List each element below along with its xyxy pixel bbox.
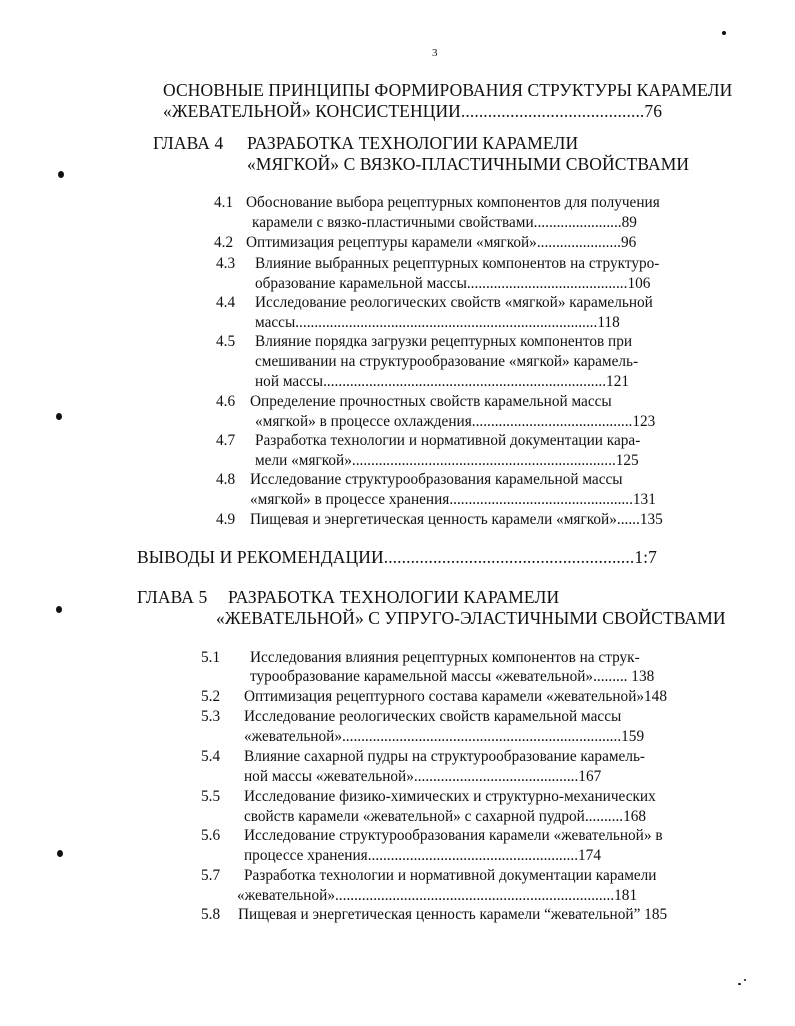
chapter4-title-line2: «МЯГКОЙ» С ВЯЗКО-ПЛАСТИЧНЫМИ СВОЙСТВАМИ [247,154,690,174]
chapter4-label: ГЛАВА 4 [153,133,224,153]
toc-item-line: Исследование структурообразования карамели «жевательной» в [244,827,663,844]
margin-mark [57,850,63,857]
toc-item-number: 4.9 [216,511,236,528]
toc-item-line: Исследования влияния рецептурных компонентов на струк- [250,649,640,666]
toc-item-line: Влияние порядка загрузки рецептурных компонентов при [255,333,633,350]
toc-item-line: смешивании на структурообразование «мягкой» карамель- [255,353,639,370]
toc-item-number: 4.3 [216,255,236,272]
toc-item-line: ной массы..........................................................................121 [255,373,630,390]
toc-item-number: 4.8 [216,471,236,488]
toc-item-line: «мягкой» в процессе охлаждения..........................................123 [255,413,656,430]
toc-item-number: 4.4 [216,294,236,311]
toc-item-line: образование карамельной массы..........................................106 [255,275,651,292]
toc-item-number: 4.7 [216,432,236,449]
toc-item-number: 5.1 [201,649,221,666]
chapter5-title-line1: РАЗРАБОТКА ТЕХНОЛОГИИ КАРАМЕЛИ [228,587,560,607]
margin-mark [56,606,62,613]
toc-item-line: процессе хранения.......................................................174 [244,847,601,864]
toc-item-line: Оптимизация рецептурного состава карамели «жевательной»148 [244,688,667,705]
section-intro-line2: «ЖЕВАТЕЛЬНОЙ» КОНСИСТЕНЦИИ.........................................76 [163,101,663,121]
toc-item-line: Разработка технологии и нормативной документации карамели [244,867,657,884]
toc-item-line: Оптимизация рецептуры карамели «мягкой»......................96 [246,234,637,251]
toc-item-line: Пищевая и энергетическая ценность карамели “жевательной” 185 [238,906,668,923]
chapter5-title-line2: «ЖЕВАТЕЛЬНОЙ» С УПРУГО-ЭЛАСТИЧНЫМИ СВОЙСТВАМИ [216,608,726,628]
conclusions-heading: ВЫВОДЫ И РЕКОМЕНДАЦИИ........................................................1:7 [137,547,657,567]
toc-item-number: 5.4 [201,748,221,765]
toc-item-number: 5.3 [201,708,221,725]
toc-item-line: Исследование реологических свойств «мягкой» карамельной [255,294,653,311]
scan-speck [744,979,746,981]
toc-item-line: Разработка технологии и нормативной документации кара- [255,432,641,449]
toc-item-line: ной массы «жевательной»...........................................167 [244,768,602,785]
toc-item-line: массы...............................................................................118 [255,314,620,331]
toc-item-line: свойств карамели «жевательной» с сахарной пудрой..........168 [244,808,647,825]
toc-item-number: 5.7 [201,867,221,884]
toc-item-line: Исследование физико-химических и структурно-механических [244,788,656,805]
toc-item-line: карамели с вязко-пластичными свойствами.......................89 [252,214,637,231]
toc-item-number: 5.5 [201,788,221,805]
margin-mark [56,413,62,420]
toc-item-line: Исследование структурообразования карамельной массы [250,471,623,488]
toc-item-line: «жевательной».........................................................................159 [244,728,645,745]
scan-speck [738,983,741,985]
toc-item-number: 4.6 [216,393,236,410]
chapter5-label: ГЛАВА 5 [137,587,208,607]
margin-mark [58,171,64,178]
toc-item-number: 5.8 [201,906,221,923]
toc-item-line: Влияние выбранных рецептурных компонентов на структуро- [255,255,660,272]
toc-item-number: 5.2 [201,688,221,705]
toc-item-line: «мягкой» в процессе хранения................................................131 [250,491,656,508]
toc-item-line: Обоснование выбора рецептурных компонентов для получения [246,194,660,211]
toc-item-number: 5.6 [201,827,221,844]
section-intro-line1: ОСНОВНЫЕ ПРИНЦИПЫ ФОРМИРОВАНИЯ СТРУКТУРЫ КАРАМЕЛИ [163,80,733,100]
toc-item-line: Исследование реологических свойств карамельной массы [244,708,622,725]
scan-speck [722,31,726,35]
toc-item-line: «жевательной».........................................................................181 [237,887,638,904]
chapter4-title-line1: РАЗРАБОТКА ТЕХНОЛОГИИ КАРАМЕЛИ [247,133,579,153]
toc-item-line: Влияние сахарной пудры на структурообразование карамель- [244,748,646,765]
toc-item-line: Определение прочностных свойств карамельной массы [250,393,612,410]
toc-item-number: 4.1 [214,194,234,211]
page-number: 3 [432,47,438,59]
toc-item-line: мели «мягкой».....................................................................125 [255,452,639,469]
toc-item-number: 4.2 [214,234,234,251]
toc-item-line: Пищевая и энергетическая ценность карамели «мягкой»......135 [250,511,663,528]
toc-item-number: 4.5 [216,333,236,350]
toc-item-line: турообразование карамельной массы «жевательной»......... 138 [250,668,655,685]
